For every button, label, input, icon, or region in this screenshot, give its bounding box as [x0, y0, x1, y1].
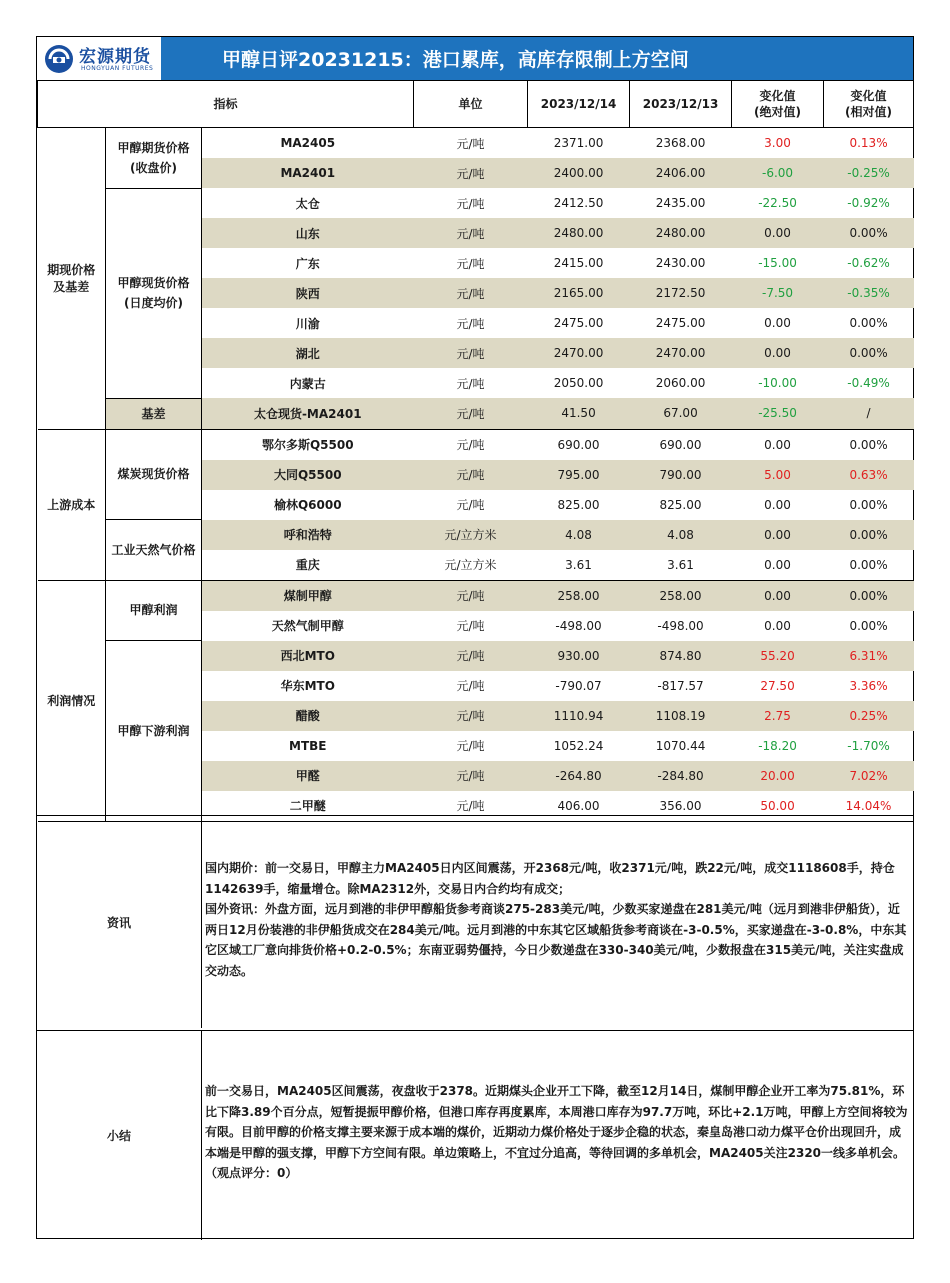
row-abs-change: 0.00 — [732, 338, 824, 368]
row-item-name: 川渝 — [295, 316, 320, 331]
group-label: 期现价格 及基差 — [38, 128, 106, 430]
row-abs-change: -6.00 — [732, 158, 824, 188]
row-abs-change: -18.20 — [758, 738, 797, 753]
row-rel-change: 0.00% — [849, 437, 888, 452]
report-title: 甲醇日评20231215：港口累库，高库存限制上方空间 — [222, 49, 689, 71]
row-unit: 元/立方米 — [414, 550, 528, 581]
row-item-name: 榆林Q6000 — [273, 498, 342, 512]
row-abs-change: -25.50 — [732, 398, 824, 429]
row-abs-change: 50.00 — [732, 791, 824, 822]
row-rel-change: 0.00% — [849, 618, 888, 633]
col-header-date2: 2023/12/13 — [630, 81, 732, 128]
row-rel-change: 0.00% — [849, 497, 888, 512]
subgroup-label: 甲醇下游利润 — [106, 641, 202, 822]
table-row — [38, 580, 914, 611]
row-abs-change: 0.00 — [732, 520, 824, 550]
row-item-name: 太仓现货-MA2401 — [202, 398, 414, 429]
row-value-date2: 2480.00 — [630, 218, 732, 248]
row-item-name: MA2401 — [202, 158, 414, 188]
row-value-date2: 2172.50 — [630, 278, 732, 308]
row-abs-change: -10.00 — [758, 376, 797, 390]
row-value-date2: 258.00 — [630, 580, 732, 611]
row-value-date1: 2400.00 — [528, 158, 630, 188]
row-unit: 元/吨 — [456, 256, 485, 271]
row-abs-change: 0.00 — [764, 618, 791, 633]
subgroup-label: 甲醇期货价格 (收盘价) — [106, 128, 202, 189]
news-text: 国内期价：前一交易日，甲醇主力MA2405日内区间震荡，开2368元/吨，收2371元/吨，跌22元/吨，成交1118608手，持仓1142639手，缩量增仓。除MA2312外，交易日内合约均有成交； 国外资讯：外盘方面，远月到港的非伊甲醇船货参考商谈275-283美元/吨，少数买家递盘在281美元/吨（远月到港非伊船货），近两日12月份装港的非伊船货成交在284美元/吨。远月到港的中东其它区域船货参考商谈在-3-0.5%，买家递盘在-3-0.8%，中东其它区域工厂意向排货价格+0.2-0.5%；东南亚弱势僵持，今日少数递盘在330-340美元/吨，少数报盘在315美元/吨，关注实盘成交动态。 — [205, 861, 907, 978]
table-row — [38, 188, 914, 218]
row-rel-change: 0.13% — [849, 136, 888, 150]
row-item-name: 二甲醚 — [202, 791, 414, 822]
row-abs-change: 2.75 — [732, 701, 824, 731]
table-header-row — [38, 81, 914, 128]
row-value-date2: 1108.19 — [630, 701, 732, 731]
subgroup-label: 煤炭现货价格 — [106, 429, 202, 520]
row-value-date1: 2475.00 — [553, 316, 604, 330]
row-unit: 元/吨 — [456, 739, 485, 753]
news-label: 资讯 — [37, 816, 202, 1028]
group-label: 上游成本 — [38, 429, 106, 580]
row-value-date2: 2470.00 — [630, 338, 732, 368]
row-value-date1: 1110.94 — [528, 701, 630, 731]
row-unit: 元/吨 — [414, 641, 528, 671]
row-unit: 元/吨 — [414, 701, 528, 731]
row-rel-change: 0.63% — [824, 460, 914, 490]
subgroup-label: 基差 — [106, 398, 202, 429]
price-table — [37, 80, 914, 822]
row-rel-change: -0.35% — [824, 278, 914, 308]
row-unit: 元/吨 — [456, 196, 485, 211]
row-unit: 元/吨 — [456, 619, 485, 633]
row-item-name: 华东MTO — [280, 679, 335, 693]
row-abs-change: -7.50 — [732, 278, 824, 308]
row-value-date2: 825.00 — [659, 497, 702, 512]
row-item-name: 陕西 — [202, 278, 414, 308]
row-value-date1: 2480.00 — [528, 218, 630, 248]
row-rel-change: 0.00% — [824, 218, 914, 248]
row-abs-change: 0.00 — [764, 437, 791, 452]
group-label: 利润情况 — [38, 580, 106, 821]
row-item-name: 重庆 — [202, 550, 414, 581]
row-unit: 元/吨 — [456, 498, 485, 512]
summary-text: 前一交易日，MA2405区间震荡，夜盘收于2378。近期煤头企业开工下降，截至12月14日，煤制甲醇企业开工率为75.81%，环比下降3.89个百分点，短暂提振甲醇价格，但港口库存再度累库，本周港口库存为97.7万吨，环比+2.1万吨，甲醇上方空间将较为有限。目前甲醇的价格支撑主要来源于成本端的煤价，近期动力煤价格处于逐步企稳的状态，秦皇岛港口动力煤平仓价出现回升，成本端是甲醇的强支撑，甲醇下方空间有限。单边策略上，不宜过分追高，等待回调的多单机会，MA2405关注2320一线多单机会。（观点评分：0） — [205, 1084, 908, 1180]
row-value-date2: 4.08 — [630, 520, 732, 550]
row-abs-change: 55.20 — [732, 641, 824, 671]
row-rel-change: 3.36% — [849, 678, 888, 693]
row-value-date1: 258.00 — [528, 580, 630, 611]
row-value-date2: 874.80 — [630, 641, 732, 671]
row-rel-change: -0.25% — [824, 158, 914, 188]
row-value-date1: 2415.00 — [553, 256, 604, 270]
row-rel-change: 0.00% — [824, 338, 914, 368]
col-header-unit: 单位 — [414, 81, 528, 128]
row-item-name: 太仓 — [295, 196, 320, 211]
row-value-date1: 406.00 — [528, 791, 630, 822]
row-value-date1: -498.00 — [555, 618, 602, 633]
row-rel-change: -1.70% — [847, 738, 890, 753]
row-item-name: 广东 — [295, 256, 320, 271]
row-item-name: 内蒙古 — [289, 376, 326, 391]
subgroup-label: 甲醇利润 — [106, 580, 202, 641]
row-rel-change: -0.49% — [847, 376, 890, 390]
row-value-date2: 2430.00 — [655, 256, 706, 270]
row-unit: 元/吨 — [456, 679, 485, 693]
row-unit: 元/吨 — [456, 136, 485, 151]
logo-text: 宏源期货 — [79, 47, 151, 67]
header-banner — [37, 37, 913, 80]
row-unit: 元/吨 — [414, 278, 528, 308]
row-unit: 元/吨 — [414, 338, 528, 368]
row-value-date1: 690.00 — [557, 437, 600, 452]
row-unit: 元/吨 — [414, 580, 528, 611]
row-value-date2: 2475.00 — [655, 316, 706, 330]
row-rel-change: 0.00% — [824, 520, 914, 550]
row-rel-change: / — [824, 398, 914, 429]
row-value-date2: -498.00 — [657, 618, 704, 633]
summary-label: 小结 — [37, 1031, 202, 1240]
row-value-date2: 2060.00 — [655, 376, 706, 390]
row-rel-change: 0.25% — [824, 701, 914, 731]
row-abs-change: -22.50 — [758, 196, 797, 210]
row-unit: 元/吨 — [414, 158, 528, 188]
row-item-name: 西北MTO — [202, 641, 414, 671]
report-sheet — [36, 36, 914, 1239]
row-rel-change: -0.62% — [847, 256, 890, 270]
row-item-name: 大同Q5500 — [202, 460, 414, 490]
row-value-date2: 690.00 — [659, 437, 702, 452]
row-value-date1: 2165.00 — [528, 278, 630, 308]
row-value-date1: -790.07 — [555, 678, 602, 693]
col-header-indicator: 指标 — [38, 81, 414, 128]
table-row — [38, 429, 914, 460]
row-unit: 元/吨 — [414, 460, 528, 490]
row-value-date1: 41.50 — [528, 398, 630, 429]
row-rel-change: -0.92% — [847, 196, 890, 210]
row-item-name: 山东 — [202, 218, 414, 248]
table-row — [38, 128, 914, 159]
row-unit: 元/吨 — [456, 316, 485, 331]
row-value-date2: 67.00 — [630, 398, 732, 429]
row-rel-change: 0.00% — [824, 550, 914, 581]
row-value-date2: 790.00 — [630, 460, 732, 490]
logo-subtext: HONGYUAN FUTURES — [81, 65, 154, 72]
row-value-date2: 356.00 — [630, 791, 732, 822]
row-item-name: 鄂尔多斯Q5500 — [261, 438, 354, 452]
row-value-date2: 2406.00 — [630, 158, 732, 188]
row-abs-change: 5.00 — [732, 460, 824, 490]
row-unit: 元/吨 — [456, 376, 485, 391]
row-rel-change: 0.00% — [849, 316, 888, 330]
table-row — [38, 641, 914, 671]
row-value-date1: -264.80 — [528, 761, 630, 791]
col-header-abs-change: 变化值 (绝对值) — [732, 81, 824, 128]
row-item-name: MTBE — [289, 738, 327, 753]
row-unit: 元/吨 — [414, 791, 528, 822]
row-unit: 元/吨 — [414, 398, 528, 429]
row-value-date1: 3.61 — [528, 550, 630, 581]
row-abs-change: 0.00 — [732, 218, 824, 248]
row-unit: 元/吨 — [414, 761, 528, 791]
row-value-date2: 3.61 — [630, 550, 732, 581]
row-item-name: 湖北 — [202, 338, 414, 368]
company-logo-icon — [44, 44, 74, 74]
logo — [37, 37, 162, 80]
row-value-date1: 4.08 — [528, 520, 630, 550]
row-unit: 元/立方米 — [414, 520, 528, 550]
row-abs-change: 27.50 — [760, 678, 795, 693]
row-item-name: 呼和浩特 — [202, 520, 414, 550]
col-header-rel-change: 变化值 (相对值) — [824, 81, 914, 128]
table-row — [38, 520, 914, 550]
row-abs-change: 20.00 — [732, 761, 824, 791]
row-value-date1: 930.00 — [528, 641, 630, 671]
row-unit: 元/吨 — [414, 218, 528, 248]
row-rel-change: 7.02% — [824, 761, 914, 791]
row-abs-change: -15.00 — [758, 256, 797, 270]
row-value-date1: 1052.24 — [553, 738, 604, 753]
row-value-date2: 2435.00 — [655, 196, 706, 210]
row-abs-change: 0.00 — [732, 580, 824, 611]
row-abs-change: 3.00 — [764, 136, 791, 150]
news-section — [37, 815, 913, 1028]
subgroup-label: 甲醇现货价格 (日度均价) — [106, 188, 202, 398]
row-value-date2: 2368.00 — [655, 136, 706, 150]
row-abs-change: 0.00 — [764, 497, 791, 512]
row-item-name: 天然气制甲醇 — [271, 619, 344, 633]
summary-section — [37, 1030, 913, 1240]
row-item-name: MA2405 — [280, 136, 336, 150]
row-value-date2: -817.57 — [657, 678, 704, 693]
row-rel-change: 14.04% — [824, 791, 914, 822]
row-abs-change: 0.00 — [764, 316, 791, 330]
row-value-date1: 2470.00 — [528, 338, 630, 368]
row-abs-change: 0.00 — [732, 550, 824, 581]
row-rel-change: 6.31% — [824, 641, 914, 671]
row-item-name: 醋酸 — [202, 701, 414, 731]
table-row — [38, 398, 914, 429]
row-value-date2: 1070.44 — [655, 738, 706, 753]
row-item-name: 甲醛 — [202, 761, 414, 791]
row-unit: 元/吨 — [456, 438, 485, 452]
row-item-name: 煤制甲醇 — [202, 580, 414, 611]
row-value-date1: 2050.00 — [553, 376, 604, 390]
row-value-date1: 2412.50 — [553, 196, 604, 210]
subgroup-label: 工业天然气价格 — [106, 520, 202, 581]
row-value-date1: 2371.00 — [553, 136, 604, 150]
row-value-date1: 795.00 — [528, 460, 630, 490]
row-value-date1: 825.00 — [557, 497, 600, 512]
row-value-date2: -284.80 — [630, 761, 732, 791]
row-rel-change: 0.00% — [824, 580, 914, 611]
col-header-date1: 2023/12/14 — [528, 81, 630, 128]
